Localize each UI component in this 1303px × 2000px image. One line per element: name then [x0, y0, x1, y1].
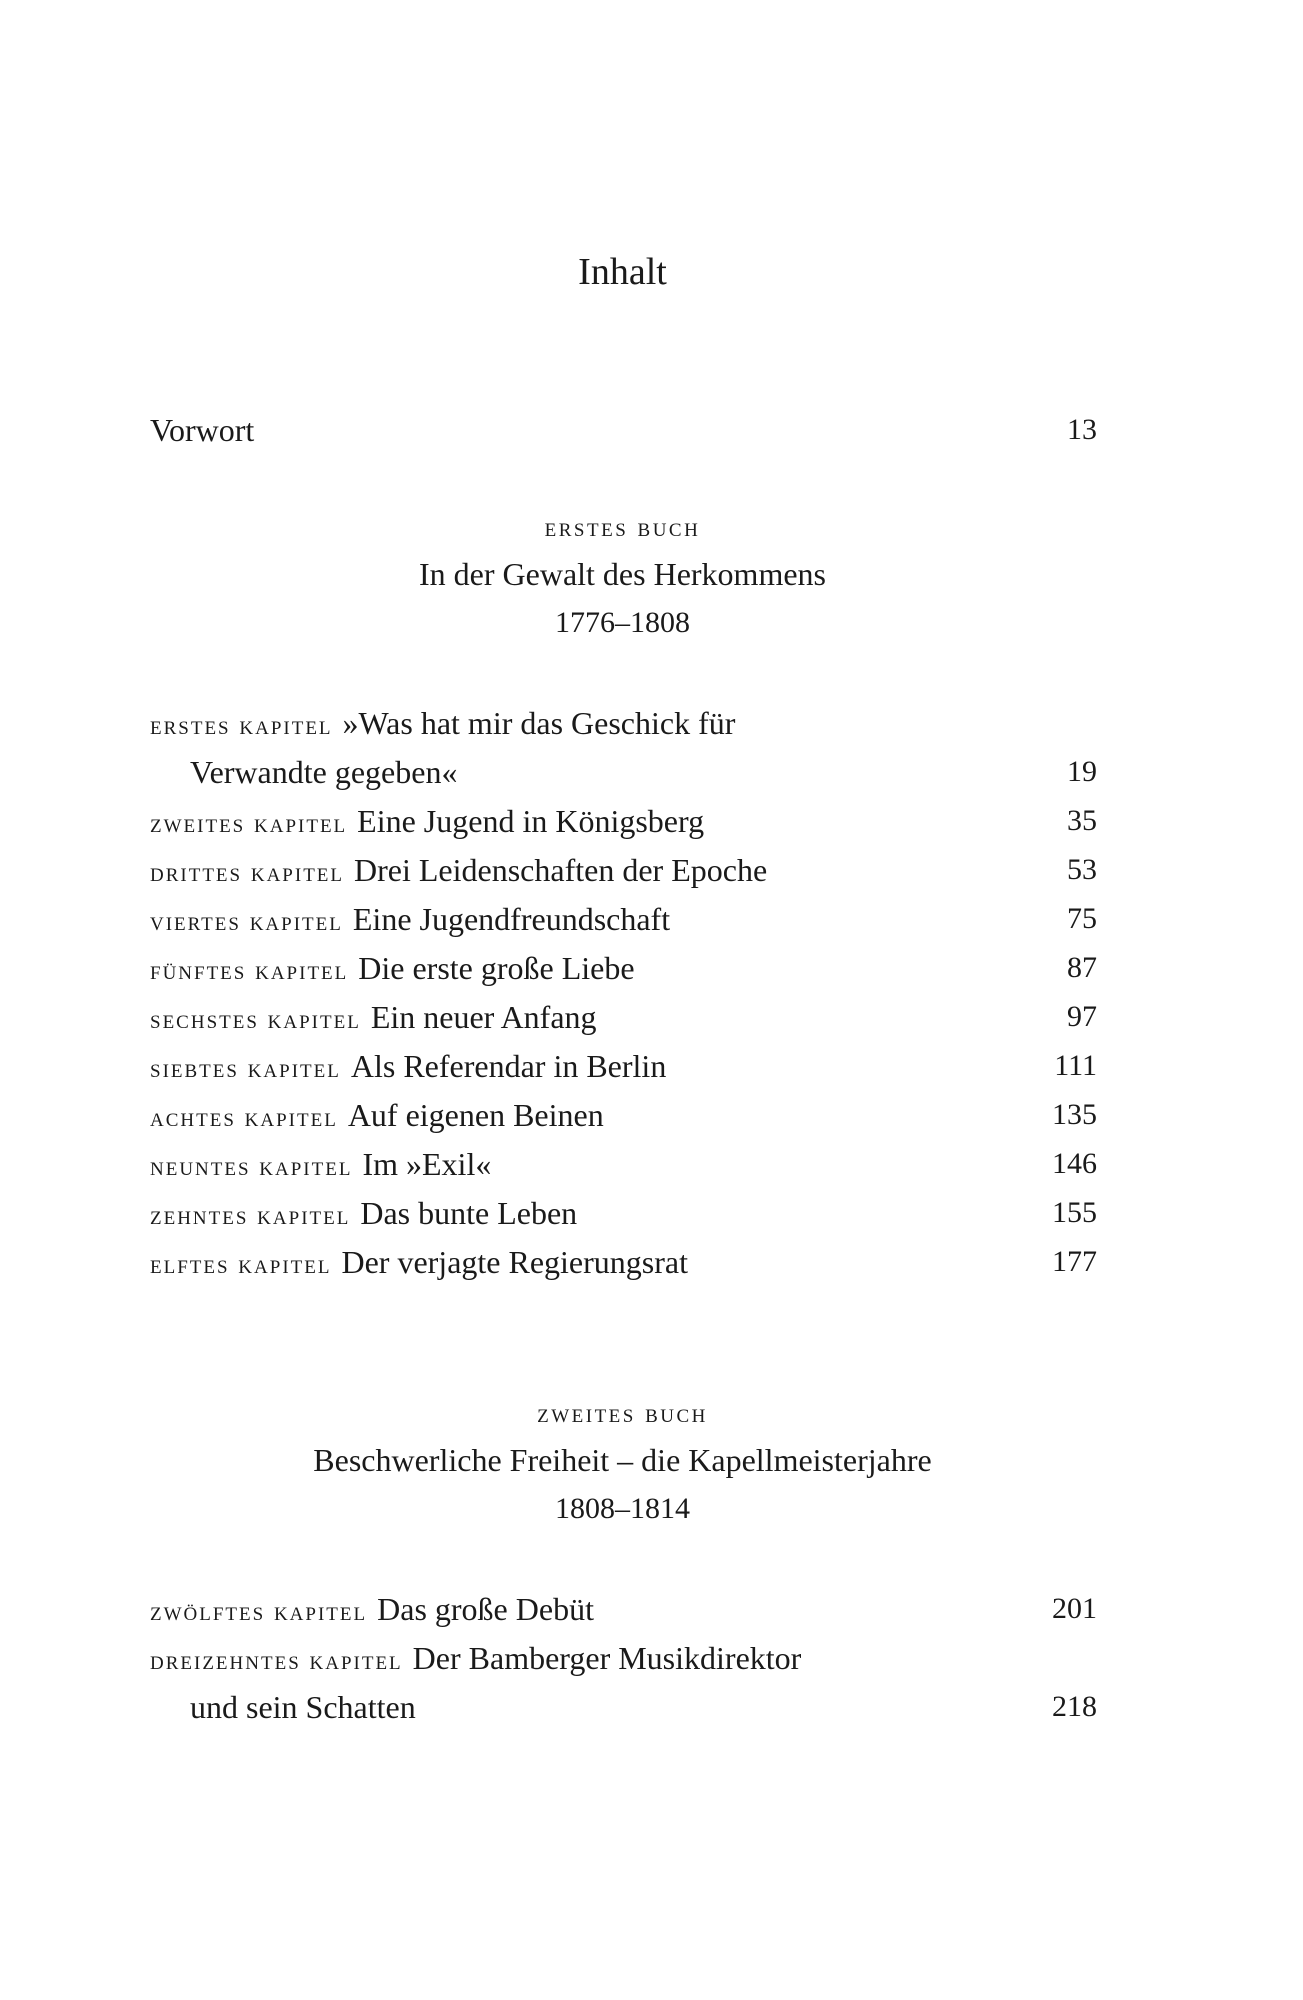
page-number: 177 — [1052, 1245, 1097, 1278]
entry-title: Die erste große Liebe — [358, 950, 635, 986]
toc-entry[interactable] — [150, 850, 1097, 890]
entry-title: Eine Jugendfreundschaft — [352, 901, 671, 937]
toc-entry-vorwort[interactable] — [150, 410, 1097, 450]
page-title: Inhalt — [578, 251, 667, 293]
chapter-label: erstes kapitel — [150, 710, 333, 740]
page-number: 201 — [1052, 1592, 1097, 1625]
toc-entry[interactable] — [150, 801, 1097, 841]
entry-title: Der verjagte Regierungsrat — [341, 1244, 688, 1280]
chapter-label: siebtes kapitel — [150, 1053, 341, 1083]
entry-title: Auf eigenen Beinen — [347, 1097, 604, 1133]
toc-entry[interactable] — [150, 1193, 1097, 1233]
book-years: 1808–1814 — [555, 1492, 690, 1525]
toc-entry[interactable] — [150, 1046, 1097, 1086]
chapter-label: drittes kapitel — [150, 857, 345, 887]
page-number: 75 — [1067, 902, 1097, 935]
chapter-label: elftes kapitel — [150, 1249, 332, 1279]
page-number: 218 — [1052, 1690, 1097, 1723]
chapter-label: sechstes kapitel — [150, 1004, 361, 1034]
toc-entry[interactable] — [150, 1095, 1097, 1135]
entry-title: Das bunte Leben — [360, 1195, 578, 1231]
page-number: 146 — [1052, 1147, 1097, 1180]
page-number: 53 — [1067, 853, 1097, 886]
page-number: 97 — [1067, 1000, 1097, 1033]
toc-entry[interactable] — [150, 1242, 1097, 1282]
toc-entry[interactable] — [150, 1638, 1097, 1678]
chapter-label: neuntes kapitel — [150, 1151, 353, 1181]
entry-title: »Was hat mir das Geschick für — [342, 705, 736, 741]
toc-entry[interactable] — [150, 703, 1097, 743]
toc-entry[interactable] — [150, 1589, 1097, 1629]
page-number: 19 — [1067, 755, 1097, 788]
entry-title: Ein neuer Anfang — [370, 999, 597, 1035]
page-number: 13 — [1067, 413, 1097, 446]
entry-title: Der Bamberger Musikdirektor — [412, 1640, 802, 1676]
toc-entry[interactable] — [150, 1144, 1097, 1184]
toc-entry[interactable] — [150, 948, 1097, 988]
book-title: In der Gewalt des Herkommens — [419, 556, 826, 592]
page-number: 35 — [1067, 804, 1097, 837]
entry-title: Drei Leidenschaften der Epoche — [354, 852, 768, 888]
entry-title-continuation: und sein Schatten — [190, 1689, 416, 1725]
page-number: 155 — [1052, 1196, 1097, 1229]
book-label: erstes buch — [544, 512, 701, 542]
chapter-label: zwölftes kapitel — [150, 1596, 368, 1626]
toc-entry[interactable] — [150, 997, 1097, 1037]
book-label: zweites buch — [537, 1398, 708, 1428]
chapter-label: zweites kapitel — [150, 808, 348, 838]
entry-title: Eine Jugend in Königsberg — [357, 803, 705, 839]
page-number: 111 — [1054, 1049, 1097, 1082]
page-number: 87 — [1067, 951, 1097, 984]
book-title: Beschwerliche Freiheit – die Kapellmeisterjahre — [313, 1442, 932, 1478]
entry-title-continuation: Verwandte gegeben« — [190, 754, 458, 790]
chapter-label: fünftes kapitel — [150, 955, 349, 985]
entry-title: Vorwort — [150, 412, 255, 448]
toc-entry-continuation[interactable] — [190, 752, 1097, 792]
toc-entry[interactable] — [150, 899, 1097, 939]
entry-title: Im »Exil« — [362, 1146, 492, 1182]
book-years: 1776–1808 — [555, 606, 690, 639]
chapter-label: zehntes kapitel — [150, 1200, 351, 1230]
toc-entry-continuation[interactable] — [190, 1687, 1097, 1727]
entry-title: Als Referendar in Berlin — [350, 1048, 667, 1084]
chapter-label: viertes kapitel — [150, 906, 343, 936]
page-number: 135 — [1052, 1098, 1097, 1131]
chapter-label: achtes kapitel — [150, 1102, 338, 1132]
chapter-label: dreizehntes kapitel — [150, 1645, 403, 1675]
entry-title: Das große Debüt — [377, 1591, 594, 1627]
